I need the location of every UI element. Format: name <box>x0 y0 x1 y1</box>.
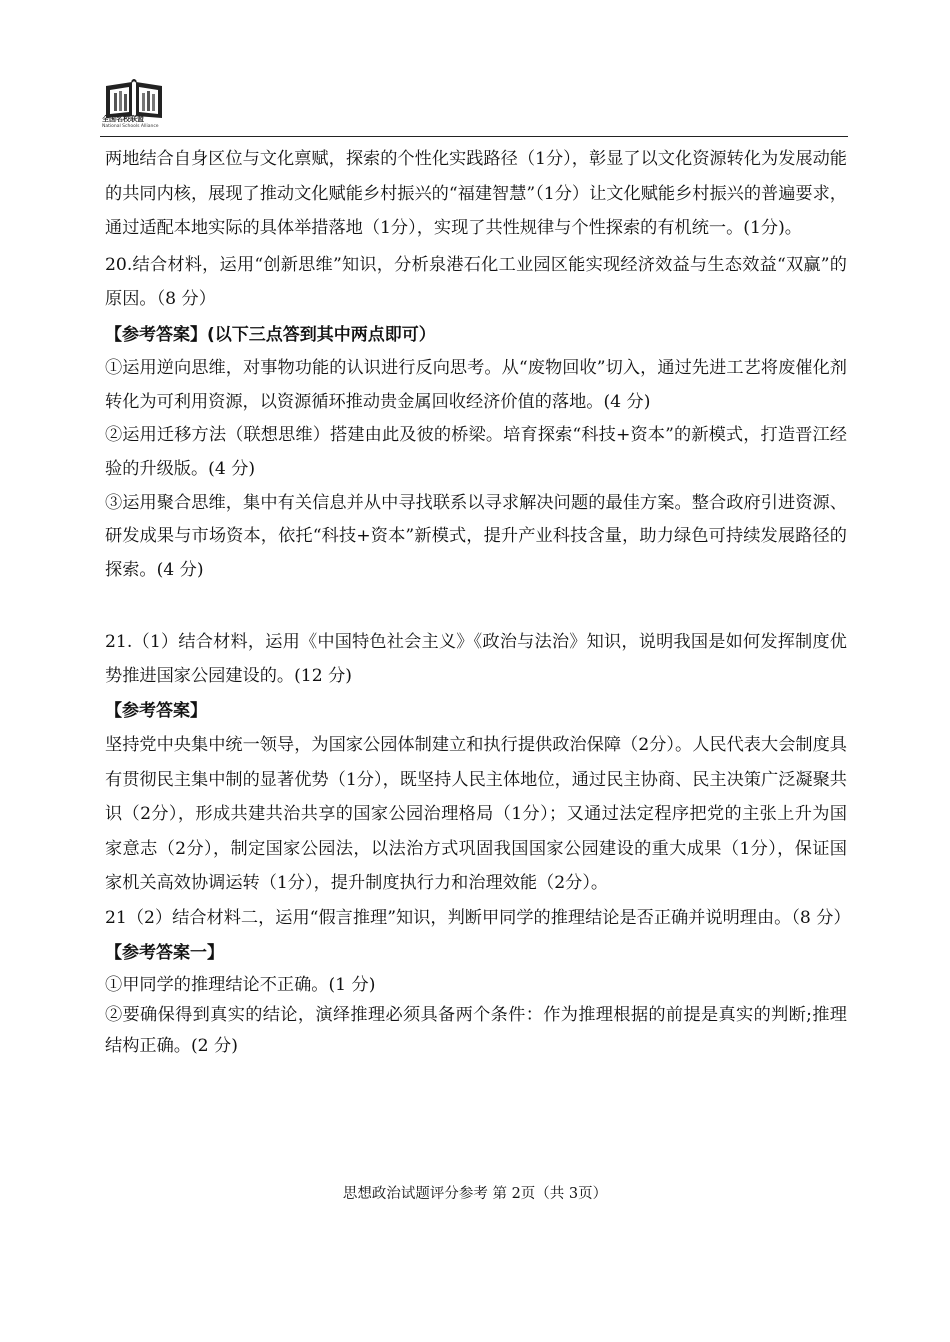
q21-1-answer: 坚持党中央集中统一领导，为国家公园体制建立和执行提供政治保障（2分）。人民代表大会制度具有贯彻民主集中制的显著优势（1分），既坚持人民主体地位，通过民主协商、民主决策广泛凝聚共识（2分），形成共建共治共享的国家公园治理格局（1分）；又通过法定程序把党的主张上升为国家意志（2分），制定国家公园法，以法治方式巩固我国国家公园建设的重大成果（1分），保证国家机关高效协调运转（1分），提升制度执行力和治理效能（2分）。 <box>105 735 847 894</box>
document-body <box>105 142 851 1061</box>
q21-2-point-1: ①甲同学的推理结论不正确。(1 分) <box>105 974 376 995</box>
q20-point-1: ①运用逆向思维，对事物功能的认识进行反向思考。从“废物回收”切入，通过先进工艺将废催化剂转化为可利用资源，以资源循环推动贵金属回收经济价值的落地。(4 分) <box>105 357 847 412</box>
q20-point-3: ③运用聚合思维，集中有关信息并从中寻找联系以寻求解决问题的最佳方案。整合政府引进资源、研发成果与市场资本，依托“科技+资本”新模式，提升产业科技含量，助力绿色可持续发展路径的探索。(4 分) <box>105 492 847 581</box>
page-header <box>100 70 850 138</box>
q21-1-answer-heading: 【参考答案】 <box>105 701 207 722</box>
q21-2-point-2: ②要确保得到真实的结论，演绎推理必须具备两个条件：作为推理根据的前提是真实的判断;推理结构正确。(2 分) <box>105 1005 847 1056</box>
q21-2-answer-heading: 【参考答案一】 <box>105 942 224 963</box>
q21-1-question: 21.（1）结合材料，运用《中国特色社会主义》《政治与法治》知识，说明我国是如何发挥制度优势推进国家公园建设的。(12 分) <box>105 631 847 687</box>
q20-point-2: ②运用迁移方法（联想思维）搭建由此及彼的桥梁。培育探索“科技+资本”的新模式，打造晋江经验的升级版。(4 分) <box>105 425 847 480</box>
q21-2-question: 21（2）结合材料二，运用“假言推理”知识，判断甲同学的推理结论是否正确并说明理由。（8 分） <box>105 908 851 929</box>
logo-text: 全国名校联盟 <box>102 115 144 123</box>
header-divider <box>100 136 848 137</box>
logo-subtext: National Schools Alliance <box>102 124 159 129</box>
intro-paragraph: 两地结合自身区位与文化禀赋，探索的个性化实践路径（1分），彰显了以文化资源转化为发展动能的共同内核，展现了推动文化赋能乡村振兴的“福建智慧”（1分）让文化赋能乡村振兴的普遍要求，通过适配本地实际的具体举措落地（1分），实现了共性规律与个性探索的有机统一。(1分)。 <box>105 149 847 239</box>
q20-question: 20.结合材料，运用“创新思维”知识，分析泉港石化工业园区能实现经济效益与生态效益“双赢”的原因。（8 分） <box>105 254 847 310</box>
page-footer: 思想政治试题评分参考 第 2页（共 3页） <box>342 1186 608 1202</box>
q20-answer-heading: 【参考答案】(以下三点答到其中两点即可） <box>105 324 436 345</box>
